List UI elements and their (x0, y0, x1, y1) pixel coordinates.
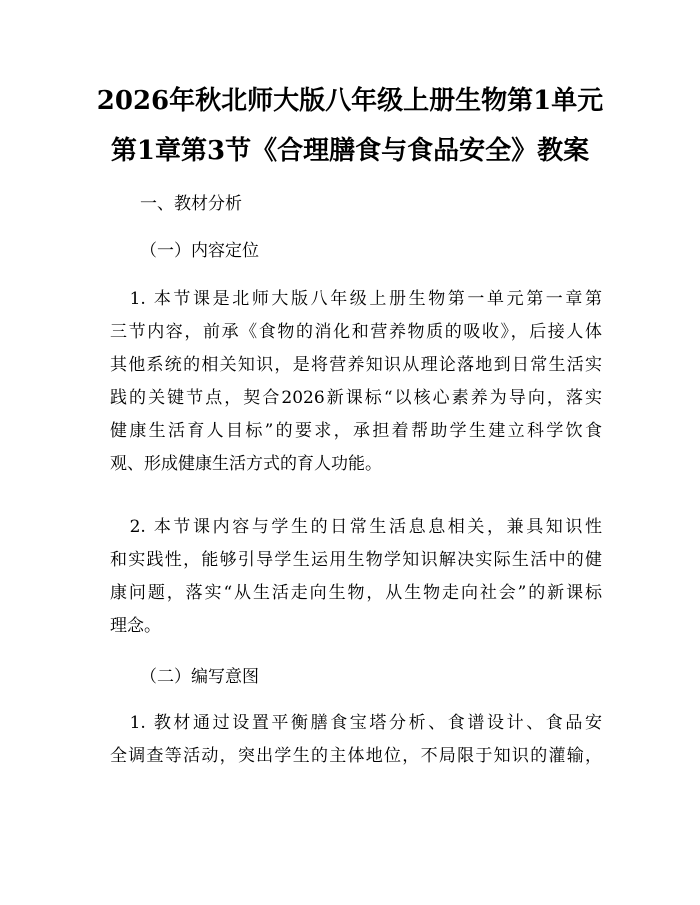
paragraph-line: 1. 本节课是北师大版八年级上册生物第一单元第一章第 (110, 289, 602, 309)
paragraph-line: 其他系统的相关知识，是将营养知识从理论落地到日常生活实 (110, 355, 602, 375)
paragraph-line: 2. 本节课内容与学生的日常生活息息相关，兼具知识性 (110, 517, 602, 537)
paragraph-line: 健康生活育人目标”的要求，承担着帮助学生建立科学饮食 (110, 421, 602, 441)
paragraph-line: 三节内容，前承《食物的消化和营养物质的吸收》，后接人体 (110, 322, 602, 342)
paragraph-line: 和实践性，能够引导学生运用生物学知识解决实际生活中的健 (110, 550, 602, 570)
paragraph-line: 1. 教材通过设置平衡膳食宝塔分析、食谱设计、食品安 (110, 713, 602, 733)
document-title-line-1: 2026年秋北师大版八年级上册生物第1单元 (96, 86, 604, 116)
paragraph-line: 理念。 (110, 616, 161, 636)
section-heading-textbook-analysis: 一、教材分析 (140, 194, 242, 214)
document-title-line-2: 第1章第3节《合理膳食与食品安全》教案 (110, 136, 590, 166)
paragraph-line: 康问题，落实“从生活走向生物，从生物走向社会”的新课标 (110, 583, 602, 603)
paragraph-line: 践的关键节点，契合2026新课标“以核心素养为导向，落实 (110, 388, 602, 408)
paragraph-2 (110, 511, 602, 643)
paragraph-line: 观、形成健康生活方式的育人功能。 (110, 454, 382, 474)
paragraph-3 (110, 707, 602, 773)
paragraph-line: 全调查等活动，突出学生的主体地位，不局限于知识的灌输， (110, 746, 602, 766)
subsection-heading-content-positioning: （一）内容定位 (140, 241, 259, 261)
subsection-heading-writing-intent: （二）编写意图 (140, 667, 259, 687)
paragraph-1 (110, 283, 602, 481)
